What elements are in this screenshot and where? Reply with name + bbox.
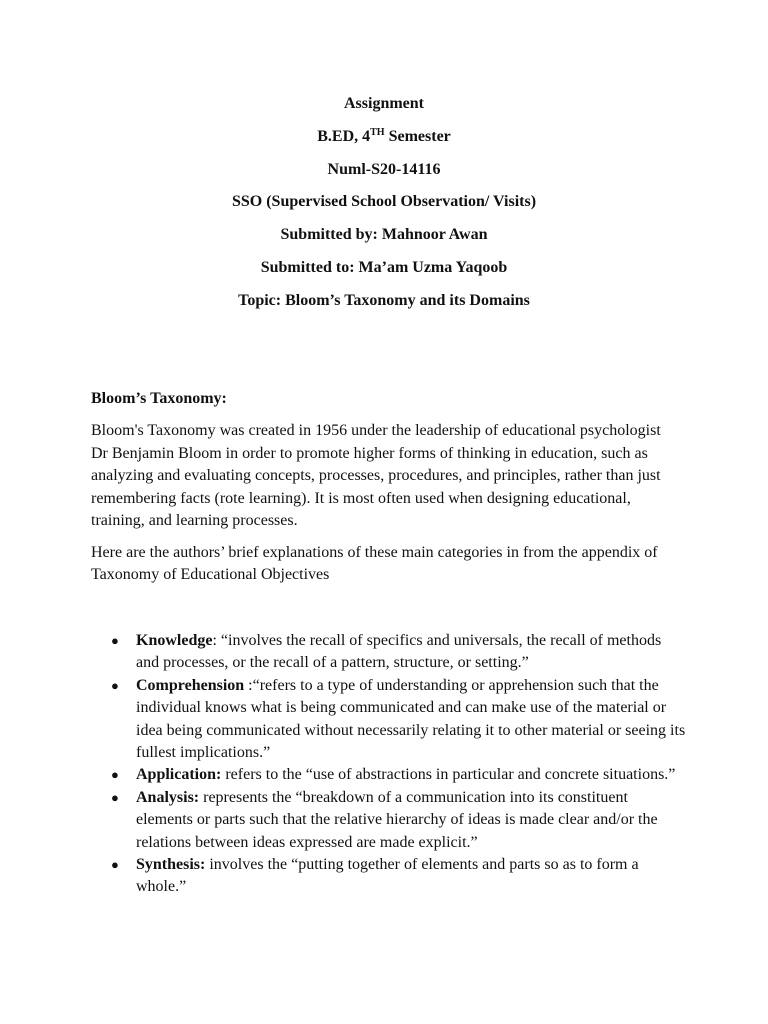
category-description: involves the “putting together of elements and parts so as to form a whole.” — [136, 856, 639, 896]
category-list — [108, 630, 688, 899]
category-term: Synthesis: — [136, 856, 206, 874]
category-description: : “involves the recall of specifics and universals, the recall of methods and processes, or the recall of a pattern, structure, or setting.” — [136, 632, 662, 672]
submitted-by: Submitted by: Mahnoor Awan — [280, 226, 488, 244]
category-description: represents the “breakdown of a communication into its constituent elements or parts such that the relative hierarchy of ideas is made clear and/or the relations between ideas expressed are made explicit.” — [136, 788, 658, 851]
body-content — [91, 388, 681, 596]
title-block — [0, 93, 768, 323]
course-title: SSO (Supervised School Observation/ Visits) — [231, 193, 537, 211]
program-superscript: TH — [370, 126, 385, 138]
bullet-icon: ● — [111, 789, 119, 805]
list-item — [108, 787, 688, 854]
category-term: Analysis: — [136, 788, 200, 806]
list-item — [108, 854, 688, 899]
category-description: :“refers to a type of understanding or apprehension such that the individual knows what is being communicated and can make use of the material or idea being communicated without necessarily relating it to other material or seeing its fullest implications.” — [136, 676, 686, 762]
student-id: Numl-S20-14116 — [327, 160, 441, 178]
category-term: Knowledge — [136, 632, 213, 649]
program-line — [0, 126, 768, 148]
section-heading: Bloom’s Taxonomy: — [91, 390, 227, 407]
bullet-icon: ● — [111, 857, 119, 873]
intro-paragraph: Bloom's Taxonomy was created in 1956 under the leadership of educational psychologist Dr Benjamin Bloom in order to promote higher forms of thinking in education, such as analyzing and evaluating concepts, processes, procedures, and principles, rather than just remembering facts (rote learning). It is most often used when designing educational, training, and learning processes. — [91, 422, 661, 529]
program-prefix: B.ED, 4 — [317, 127, 371, 145]
list-item — [108, 675, 688, 765]
program-suffix: Semester — [384, 127, 451, 145]
topic-line: Topic: Bloom’s Taxonomy and its Domains — [238, 291, 530, 309]
list-item — [108, 764, 688, 786]
submitted-to: Submitted to: Ma’am Uzma Yaqoob — [260, 258, 508, 276]
categories-intro-paragraph: Here are the authors’ brief explanations of these main categories in from the appendix of Taxonomy of Educational Objectives — [91, 543, 658, 583]
category-term: Application: — [136, 766, 222, 784]
bullet-icon: ● — [111, 767, 119, 783]
bullet-icon: ● — [111, 677, 119, 693]
assignment-title: Assignment — [343, 95, 424, 112]
category-description: refers to the “use of abstractions in particular and concrete situations.” — [221, 766, 676, 784]
bullet-icon: ● — [111, 633, 119, 648]
category-term: Comprehension — [136, 676, 245, 694]
list-item — [108, 630, 688, 675]
